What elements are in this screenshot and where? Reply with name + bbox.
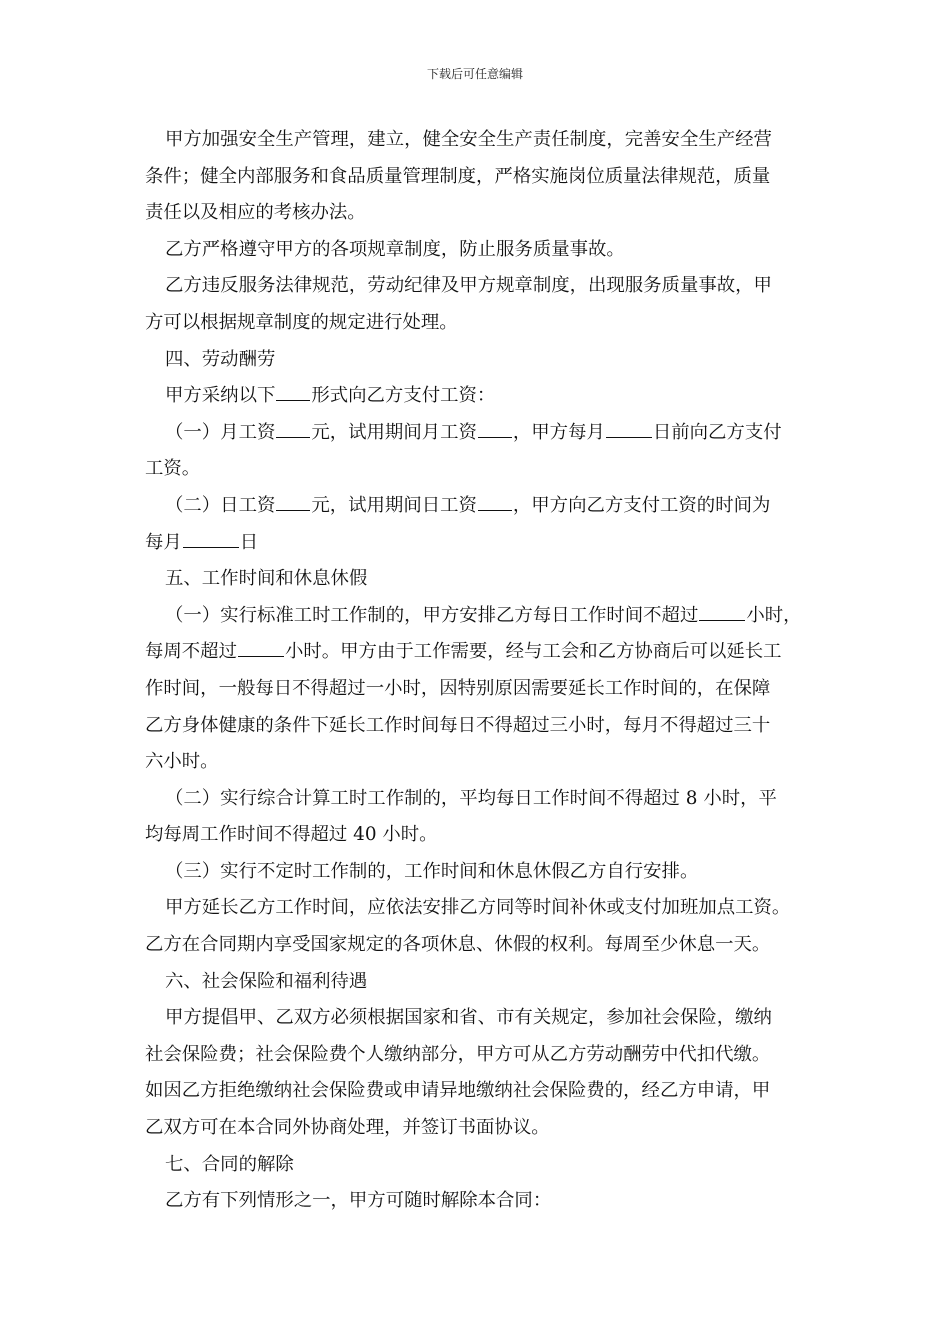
text-segment: 甲方提倡甲、乙双方必须根据国家和省、市有关规定，参加社会保险，缴纳: [165, 1007, 772, 1029]
text-segment: 工资。: [145, 458, 201, 480]
text-segment: 如因乙方拒绝缴纳社会保险费或申请异地缴纳社会保险费的，经乙方申请，甲: [145, 1080, 771, 1102]
text-segment: 小时，: [746, 604, 802, 626]
paragraph-line: [145, 268, 815, 305]
text-segment: 责任以及相应的考核办法。: [145, 202, 366, 224]
fill-in-blank: [699, 602, 745, 621]
paragraph-line: [145, 671, 815, 708]
text-segment: 每周不超过: [145, 641, 237, 663]
text-segment: （三）实行不定时工作制的，工作时间和休息休假乙方自行安排。: [165, 860, 699, 882]
paragraph-line: [145, 817, 815, 854]
paragraph-line: [145, 488, 815, 525]
section-heading: [145, 1147, 815, 1184]
paragraph-line: [145, 744, 815, 781]
paragraph-line: [145, 1037, 815, 1074]
text-segment: 甲方采纳以下: [165, 385, 276, 407]
text-segment: 日前向乙方支付: [652, 421, 782, 443]
text-segment: （一）月工资: [165, 421, 276, 443]
paragraph-line: [145, 781, 815, 818]
section-heading: [145, 561, 815, 598]
text-segment: 五、工作时间和休息休假: [165, 568, 368, 590]
paragraph-line: [145, 378, 815, 415]
fill-in-blank: [478, 492, 512, 511]
fill-in-blank: [276, 382, 310, 401]
paragraph-line: [145, 159, 815, 196]
paragraph-line: [145, 598, 815, 635]
fill-in-blank: [606, 419, 652, 438]
paragraph-line: [145, 1000, 815, 1037]
text-segment: 乙方严格遵守甲方的各项规章制度，防止服务质量事故。: [165, 238, 625, 260]
paragraph-line: [145, 708, 815, 745]
paragraph-line: [145, 854, 815, 891]
paragraph-line: [145, 1110, 815, 1147]
text-segment: 四、劳动酬劳: [165, 348, 276, 370]
text-segment: 六、社会保险和福利待遇: [165, 970, 368, 992]
text-segment: 小时。甲方由于工作需要，经与工会和乙方协商后可以延长工: [284, 641, 782, 663]
fill-in-blank: [276, 419, 310, 438]
text-segment: 均每周工作时间不得超过 40 小时。: [145, 824, 438, 846]
text-segment: 社会保险费；社会保险费个人缴纳部分，甲方可从乙方劳动酬劳中代扣代缴。: [145, 1043, 771, 1065]
text-segment: 乙方有下列情形之一，甲方可随时解除本合同：: [165, 1190, 552, 1212]
paragraph-line: [145, 122, 815, 159]
text-segment: 乙方身体健康的条件下延长工作时间每日不得超过三小时，每月不得超过三十: [145, 714, 771, 736]
fill-in-blank: [478, 419, 512, 438]
paragraph-line: [145, 415, 815, 452]
text-segment: 乙双方可在本合同外协商处理，并签订书面协议。: [145, 1117, 550, 1139]
text-segment: 甲方加强安全生产管理，建立，健全安全生产责任制度，完善安全生产经营: [165, 129, 772, 150]
fill-in-blank: [183, 529, 239, 548]
text-segment: 作时间，一般每日不得超过一小时，因特别原因需要延长工作时间的，在保障: [145, 677, 771, 699]
paragraph-line: [145, 195, 815, 232]
text-segment: 元，试用期间月工资: [311, 421, 477, 443]
text-segment: 方可以根据规章制度的规定进行处理。: [145, 311, 458, 333]
text-segment: 每月: [145, 531, 182, 553]
paragraph-line: [145, 634, 815, 671]
section-heading: [145, 342, 815, 379]
document-body: [145, 122, 815, 1220]
text-segment: 日: [239, 531, 259, 553]
page-header: 下载后可任意编辑: [426, 67, 523, 81]
text-segment: 六小时。: [145, 751, 219, 773]
text-segment: 甲方延长乙方工作时间，应依法安排乙方同等时间补休或支付加班加点工资。: [165, 897, 791, 919]
fill-in-blank: [238, 638, 284, 657]
paragraph-line: [145, 1183, 815, 1220]
text-segment: （二）实行综合计算工时工作制的，平均每日工作时间不得超过 8 小时，平: [165, 787, 777, 809]
text-segment: 乙方违反服务法律规范，劳动纪律及甲方规章制度，出现服务质量事故，甲: [165, 275, 772, 297]
text-segment: （二）日工资: [165, 494, 276, 516]
text-segment: 形式向乙方支付工资：: [311, 385, 496, 407]
text-segment: （一）实行标准工时工作制的，甲方安排乙方每日工作时间不超过: [165, 604, 699, 626]
section-heading: [145, 964, 815, 1001]
text-segment: 七、合同的解除: [165, 1153, 294, 1175]
fill-in-blank: [276, 492, 310, 511]
paragraph-line: [145, 232, 815, 269]
text-segment: 元，试用期间日工资: [311, 494, 477, 516]
paragraph-line: [145, 525, 815, 562]
paragraph-line: [145, 305, 815, 342]
text-segment: ，甲方向乙方支付工资的时间为: [512, 494, 771, 516]
text-segment: ，甲方每月: [512, 421, 605, 443]
paragraph-line: [145, 1073, 815, 1110]
text-segment: 乙方在合同期内享受国家规定的各项休息、休假的权利。每周至少休息一天。: [145, 934, 771, 956]
paragraph-line: [145, 927, 815, 964]
text-segment: 条件；健全内部服务和食品质量管理制度，严格实施岗位质量法律规范，质量: [145, 165, 771, 187]
paragraph-line: [145, 890, 815, 927]
paragraph-line: [145, 451, 815, 488]
